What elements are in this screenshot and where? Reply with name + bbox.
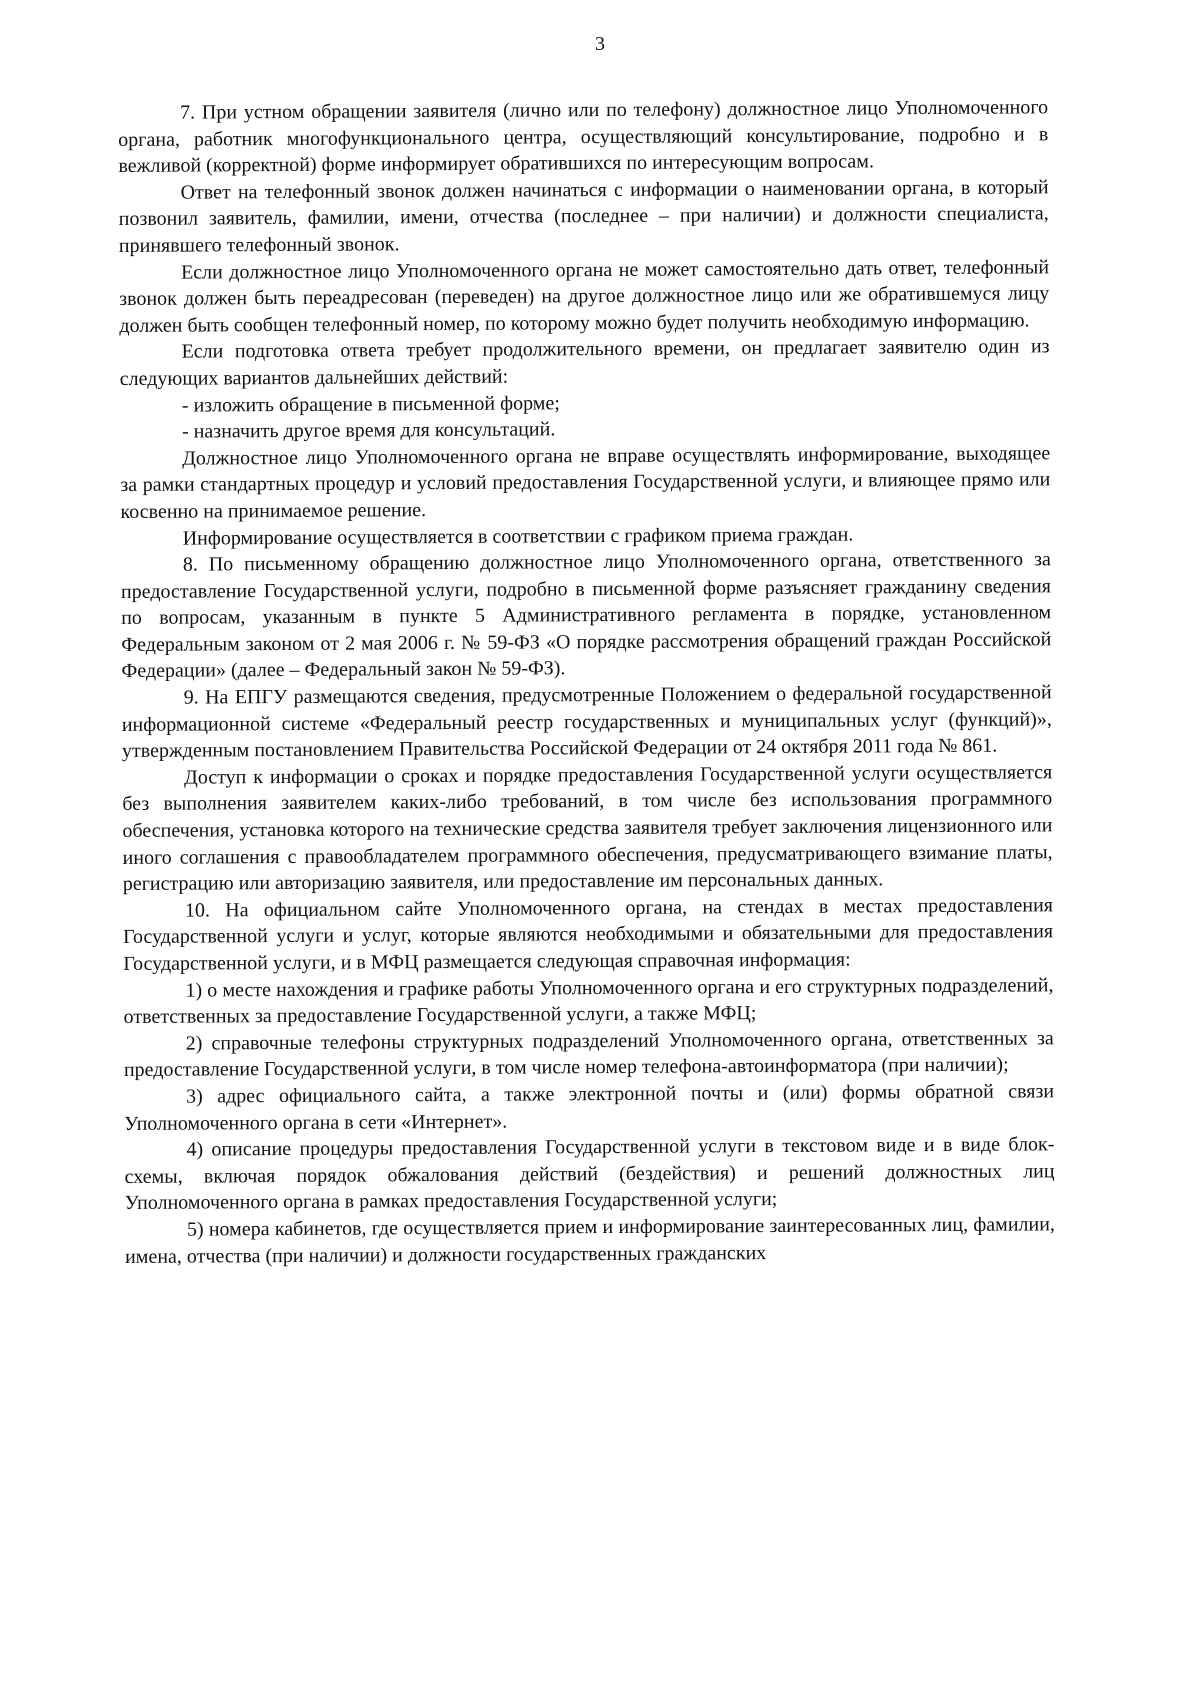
list-item: 1) о месте нахождения и графике работы Уполномоченного органа и его структурных подразделений, ответственных за предоставление Государственной услуги, а также МФЦ; — [123, 973, 1054, 1029]
paragraph: Ответ на телефонный звонок должен начинаться с информации о наименовании органа, в который позвонил заявитель, фамилии, имени, отчества (последнее – при наличии) и должности специалиста, принявшего телефонный звонок. — [118, 176, 1049, 257]
paragraph: Доступ к информации о сроках и порядке предоставления Государственной услуги осуществляется без выполнения заявителем каких-либо требований, в том числе без использования программного обеспечения, установка которого на технические средства заявителя требует заключения лицензионного или иного соглашения с правообладателем программного обеспечения, предусматривающего взимание платы, регистрацию или авторизацию заявителя, или предоставление им персональных данных. — [122, 761, 1053, 896]
paragraph-8: 8. По письменному обращению должностное лицо Уполномоченного органа, ответственного за предоставление Государственной услуги, подробно в письменной форме разъясняет гражданину сведения по вопросам, указанным в пункте 5 Административного регламента в порядке, установленном Федеральным законом от 2 мая 2006 г. № 59-ФЗ «О порядке рассмотрения обращений граждан Российской Федерации» (далее – Федеральный закон № 59-ФЗ). — [120, 548, 1052, 683]
paragraph-10: 10. На официальном сайте Уполномоченного органа, на стендах в местах предоставления Государственной услуги и услуг, которые являются необходимыми и обязательными для предоставления Государственной услуги, и в МФЦ размещается следующая справочная информация: — [123, 894, 1054, 975]
page-number: 3 — [595, 33, 605, 55]
paragraph: Должностное лицо Уполномоченного органа не вправе осуществлять информирование, выходящее за рамки стандартных процедур и условий предоставления Государственной услуги, и влияющее прямо или косвенно на принимаемое решение. — [120, 442, 1051, 523]
list-item: 4) описание процедуры предоставления Государственной услуги в текстовом виде и в виде блок-схемы, включая порядок обжалования действий (бездействия) и решений должностных лиц Уполномоченного органа в рамках предоставления Государственной услуги; — [124, 1133, 1055, 1215]
list-item: - изложить обращение в письменной форме; — [181, 391, 560, 417]
list-item: 2) справочные телефоны структурных подразделений Уполномоченного органа, ответственных за предоставление Государственной услуги, в том числе номер телефона-автоинформатора (при наличии); — [123, 1027, 1054, 1082]
paragraph: Если должностное лицо Уполномоченного органа не может самостоятельно дать ответ, телефонный звонок должен быть переадресован (переведен) на другое должностное лицо или же обратившемуся лицу должен быть сообщен телефонный номер, по которому можно будет получить необходимую информацию. — [119, 255, 1050, 337]
document-body — [118, 94, 1055, 1270]
paragraph-9: 9. На ЕПГУ размещаются сведения, предусмотренные Положением о федеральной государственной информационной системе «Федеральный реестр государственных и муниципальных услуг (функций)», утвержденным постановлением Правительства Российской Федерации от 24 октября 2011 года № 861. — [121, 681, 1052, 763]
list-item: 5) номера кабинетов, где осуществляется прием и информирование заинтересованных лиц, фамилии, имена, отчества (при наличии) и должности государственных гражданских — [124, 1213, 1055, 1268]
list-item: 3) адрес официального сайта, а также электронной почты и (или) формы обратной связи Уполномоченного органа в сети «Интернет». — [124, 1080, 1055, 1135]
list-item: - назначить другое время для консультаций. — [181, 418, 556, 443]
paragraph: Если подготовка ответа требует продолжительного времени, он предлагает заявителю один из следующих вариантов дальнейших действий: — [119, 335, 1050, 390]
paragraph-7: 7. При устном обращении заявителя (лично или по телефону) должностное лицо Уполномоченного органа, работник многофункционального центра, осуществляющий консультирование, подробно и в вежливой (корректной) форме информирует обратившихся по интересующим вопросам. — [118, 96, 1049, 178]
paragraph: Информирование осуществляется в соответствии с графиком приема граждан. — [182, 523, 854, 550]
